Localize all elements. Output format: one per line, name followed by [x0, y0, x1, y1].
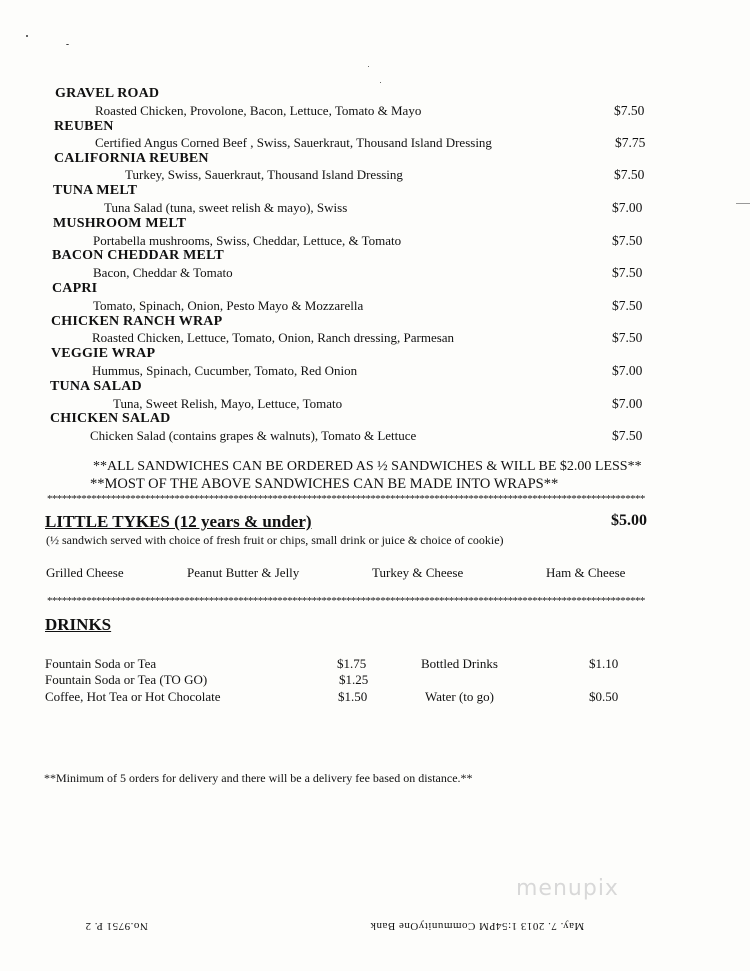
item-price: $7.50 [614, 103, 645, 118]
kids-item: Ham & Cheese [546, 565, 626, 580]
drink-name: Coffee, Hot Tea or Hot Chocolate [45, 689, 221, 704]
section-price: $5.00 [611, 512, 647, 529]
item-desc: Turkey, Swiss, Sauerkraut, Thousand Island Dressing [125, 167, 403, 182]
item-desc: Chicken Salad (contains grapes & walnuts), Tomato & Lettuce [90, 428, 417, 443]
drink-price: $1.50 [338, 689, 368, 704]
item-desc: Portabella mushrooms, Swiss, Cheddar, Lettuce, & Tomato [93, 233, 402, 248]
item-desc: Hummus, Spinach, Cucumber, Tomato, Red Onion [92, 363, 358, 378]
item-desc: Tuna, Sweet Relish, Mayo, Lettuce, Tomato [113, 396, 343, 411]
item-desc: Tuna Salad (tuna, sweet relish & mayo), Swiss [104, 200, 348, 215]
star-divider: ************************************************************************************************************************** [47, 493, 645, 505]
item-price: $7.50 [612, 233, 643, 248]
item-desc: Certified Angus Corned Beef , Swiss, Sauerkraut, Thousand Island Dressing [95, 135, 492, 150]
item-name: GRAVEL ROAD [55, 86, 160, 101]
section-title: DRINKS [45, 615, 112, 634]
drink-name: Water (to go) [425, 689, 494, 704]
item-name: BACON CHEDDAR MELT [52, 248, 224, 263]
item-desc: Roasted Chicken, Lettuce, Tomato, Onion, Ranch dressing, Parmesan [92, 330, 455, 345]
section-subtitle: (½ sandwich served with choice of fresh fruit or chips, small drink or juice & choice of cookie) [46, 533, 504, 547]
drink-name: Fountain Soda or Tea [45, 656, 157, 671]
fax-footer-right: May. 7. 2013 1:54PM CommunityOne Bank [370, 920, 585, 932]
item-price: $7.50 [614, 167, 645, 182]
item-price: $7.00 [612, 396, 643, 411]
section-title: LITTLE TYKES (12 years & under) [45, 512, 312, 531]
kids-item: Turkey & Cheese [372, 565, 464, 580]
item-name: CHICKEN RANCH WRAP [51, 314, 223, 329]
kids-item: Grilled Cheese [46, 565, 124, 580]
item-price: $7.50 [612, 330, 643, 345]
kids-item: Peanut Butter & Jelly [187, 565, 300, 580]
item-name: MUSHROOM MELT [53, 216, 187, 231]
drink-price: $1.10 [589, 656, 619, 671]
item-name: TUNA SALAD [50, 379, 142, 394]
fax-footer-left: No.9751 P. 2 [85, 920, 148, 932]
item-name: REUBEN [54, 119, 114, 134]
drink-price: $1.25 [339, 672, 369, 687]
item-price: $7.50 [612, 298, 643, 313]
item-price: $7.00 [612, 363, 643, 378]
item-desc: Tomato, Spinach, Onion, Pesto Mayo & Mozzarella [93, 298, 364, 313]
item-price: $7.50 [612, 428, 643, 443]
item-name: VEGGIE WRAP [51, 346, 156, 361]
star-divider: ************************************************************************************************************************** [47, 595, 645, 607]
watermark-logo: menupix [516, 876, 619, 901]
item-desc: Bacon, Cheddar & Tomato [93, 265, 233, 280]
item-name: CAPRI [52, 281, 98, 296]
wraps-note: **MOST OF THE ABOVE SANDWICHES CAN BE MADE INTO WRAPS** [90, 476, 559, 492]
drink-name: Bottled Drinks [421, 656, 498, 671]
delivery-note: **Minimum of 5 orders for delivery and there will be a delivery fee based on distance.** [44, 771, 473, 785]
item-price: $7.50 [612, 265, 643, 280]
item-desc: Roasted Chicken, Provolone, Bacon, Lettuce, Tomato & Mayo [95, 103, 422, 118]
drink-price: $0.50 [589, 689, 619, 704]
half-sandwich-note: **ALL SANDWICHES CAN BE ORDERED AS ½ SANDWICHES & WILL BE $2.00 LESS** [93, 459, 642, 474]
drink-name: Fountain Soda or Tea (TO GO) [45, 672, 208, 687]
item-name: TUNA MELT [53, 183, 138, 198]
drink-price: $1.75 [337, 656, 367, 671]
item-price: $7.75 [615, 135, 646, 150]
item-price: $7.00 [612, 200, 643, 215]
item-name: CALIFORNIA REUBEN [54, 151, 209, 166]
item-name: CHICKEN SALAD [50, 411, 171, 426]
